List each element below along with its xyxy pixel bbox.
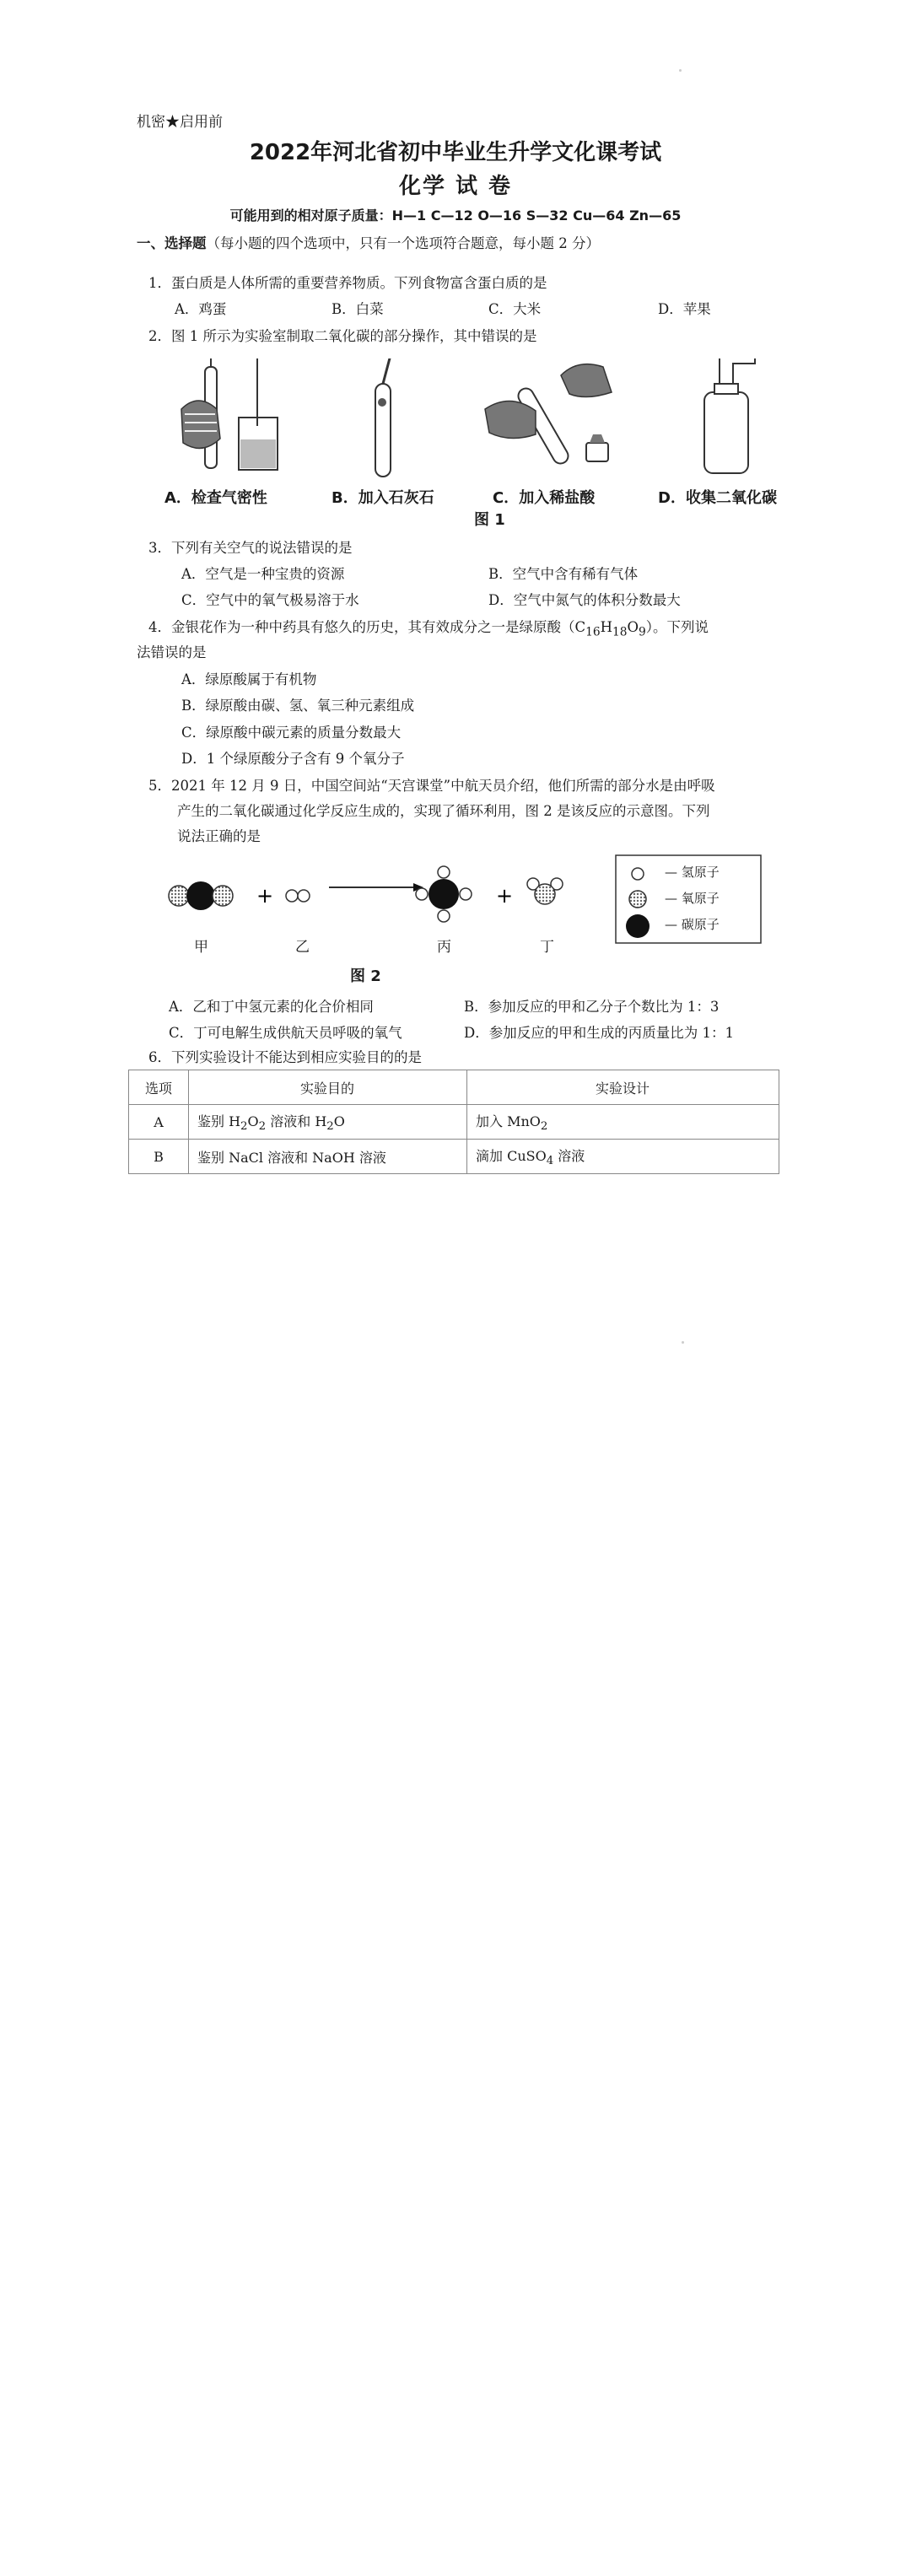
table-header-row bbox=[129, 1070, 779, 1105]
q5-option-b: B．参加反应的甲和乙分子个数比为 1：3 bbox=[464, 999, 720, 1015]
q1-option-b: B．白菜 bbox=[332, 301, 384, 317]
q4-sub-o: 9 bbox=[639, 625, 646, 639]
q3-option-b: B．空气中含有稀有气体 bbox=[488, 566, 639, 582]
q4-option-d: D．1 个绿原酸分子含有 9 个氧分子 bbox=[181, 751, 405, 767]
q4-h: H bbox=[600, 619, 613, 635]
q2-label-c: C．加入稀盐酸 bbox=[493, 489, 596, 507]
figure-2-caption: 图 2 bbox=[350, 967, 381, 985]
q2-stem: 2．图 1 所示为实验室制取二氧化碳的部分操作，其中错误的是 bbox=[148, 328, 537, 344]
header-goal: 实验目的 bbox=[189, 1070, 467, 1105]
exam-title: 2022年河北省初中毕业生升学文化课考试 bbox=[249, 140, 662, 165]
row-b-goal: 鉴别 NaCl 溶液和 NaOH 溶液 bbox=[189, 1140, 467, 1174]
q2-label-b: B．加入石灰石 bbox=[332, 489, 434, 507]
q4-option-b: B．绿原酸由碳、氢、氧三种元素组成 bbox=[181, 698, 415, 714]
carbon-atom-icon bbox=[626, 914, 650, 938]
row-a-goal-part: O bbox=[247, 1113, 259, 1129]
molecule-bing-ch4 bbox=[416, 866, 472, 922]
row-b-design-text: 滴加 CuSO bbox=[476, 1147, 547, 1164]
section-heading bbox=[137, 232, 600, 252]
q3-option-d: D．空气中氮气的体积分数最大 bbox=[488, 592, 681, 608]
row-a-sub: 2 bbox=[240, 1120, 248, 1134]
q2-label-a: A．检查气密性 bbox=[164, 489, 267, 507]
q3-option-c: C．空气中的氧气极易溶于水 bbox=[181, 592, 359, 608]
row-a-design-sub: 2 bbox=[540, 1120, 548, 1134]
q2-label-d: D．收集二氧化碳 bbox=[658, 489, 777, 507]
figure-1-caption: 图 1 bbox=[474, 511, 505, 529]
header-design: 实验设计 bbox=[467, 1070, 779, 1105]
airtightness-check-illustration bbox=[181, 358, 278, 470]
q5-stem-1: 5．2021 年 12 月 9 日，中国空间站“天宫课堂”中航天员介绍，他们所需的部分水是由呼吸 bbox=[148, 778, 715, 794]
q4-stem-2: 法错误的是 bbox=[137, 644, 207, 660]
q5-option-c: C．丁可电解生成供航天员呼吸的氧气 bbox=[169, 1025, 402, 1041]
q1-option-a: A．鸡蛋 bbox=[175, 301, 227, 317]
row-a-sub: 2 bbox=[258, 1120, 267, 1134]
q5-option-a: A．乙和丁中氢元素的化合价相同 bbox=[169, 999, 374, 1015]
molecule-jia-co2 bbox=[169, 881, 233, 910]
add-limestone-illustration bbox=[375, 358, 391, 477]
row-b-design-text-2: 溶液 bbox=[553, 1147, 585, 1164]
hydrogen-atom-icon bbox=[632, 868, 644, 880]
q3-stem: 3．下列有关空气的说法错误的是 bbox=[148, 540, 353, 556]
row-a-design bbox=[467, 1105, 779, 1140]
q1-option-c: C．大米 bbox=[488, 301, 542, 317]
collect-co2-illustration bbox=[704, 358, 755, 473]
row-a-option: A bbox=[129, 1105, 189, 1140]
q4-o: O bbox=[627, 619, 639, 635]
q4-stem-post: ）。下列说 bbox=[645, 619, 709, 635]
q6-table bbox=[128, 1070, 779, 1174]
q4-stem bbox=[148, 616, 709, 639]
q1-stem: 1．蛋白质是人体所需的重要营养物质。下列食物富含蛋白质的是 bbox=[148, 275, 547, 291]
section-note: （每小题的四个选项中，只有一个选项符合题意，每小题 2 分） bbox=[206, 235, 600, 251]
exam-subtitle: 化学 试 卷 bbox=[398, 174, 513, 199]
table-row bbox=[129, 1105, 779, 1140]
row-b-option: B bbox=[129, 1140, 189, 1174]
add-dilute-acid-illustration bbox=[485, 364, 612, 466]
row-b-design-sub: 4 bbox=[546, 1155, 554, 1168]
plus-sign-1: + bbox=[256, 884, 274, 908]
q6-stem: 6．下列实验设计不能达到相应实验目的的是 bbox=[148, 1049, 422, 1065]
row-a-goal-part: 溶液和 H bbox=[266, 1113, 327, 1129]
molecule-ding-h2o bbox=[527, 878, 563, 904]
reaction-arrow bbox=[329, 883, 423, 892]
scan-speck bbox=[682, 1341, 684, 1344]
molecule-yi-h2 bbox=[286, 890, 310, 902]
legend-oxygen: — 氧原子 bbox=[665, 891, 720, 906]
row-a-design-text: 加入 MnO bbox=[476, 1113, 541, 1129]
name-ding: 丁 bbox=[540, 939, 554, 956]
table-row bbox=[129, 1140, 779, 1174]
name-jia: 甲 bbox=[194, 939, 208, 956]
q4-sub-h: 18 bbox=[612, 625, 628, 639]
figure-1-illustrations bbox=[164, 358, 806, 485]
oxygen-atom-icon bbox=[629, 891, 646, 908]
q5-option-d: D．参加反应的甲和生成的丙质量比为 1：1 bbox=[464, 1025, 734, 1041]
scan-speck bbox=[679, 69, 682, 72]
q1-option-d: D．苹果 bbox=[658, 301, 711, 317]
q4-option-a: A．绿原酸属于有机物 bbox=[181, 671, 317, 687]
name-bing: 丙 bbox=[437, 939, 451, 956]
q4-stem-pre: 4．金银花作为一种中药具有悠久的历史，其有效成分之一是绿原酸（C bbox=[148, 619, 586, 635]
name-yi: 乙 bbox=[295, 939, 310, 956]
atomic-masses: 可能用到的相对原子质量：H—1 C—12 O—16 S—32 Cu—64 Zn—65 bbox=[229, 207, 682, 224]
legend-hydrogen: — 氢原子 bbox=[665, 865, 720, 880]
q5-stem-3: 说法正确的是 bbox=[177, 828, 261, 844]
row-a-sub: 2 bbox=[326, 1120, 334, 1134]
q4-sub-c: 16 bbox=[585, 625, 601, 639]
row-b-design bbox=[467, 1140, 779, 1174]
q3-option-a: A．空气是一种宝贵的资源 bbox=[181, 566, 345, 582]
header-option: 选项 bbox=[129, 1070, 189, 1105]
confidential-label: 机密★启用前 bbox=[137, 114, 223, 131]
plus-sign-2: + bbox=[496, 884, 514, 908]
q4-option-c: C．绿原酸中碳元素的质量分数最大 bbox=[181, 725, 402, 741]
row-a-goal-part: 鉴别 H bbox=[197, 1113, 241, 1129]
legend-carbon: — 碳原子 bbox=[665, 917, 720, 932]
section-title: 一、选择题 bbox=[137, 235, 207, 251]
row-a-goal-part: O bbox=[333, 1113, 345, 1129]
q5-stem-2: 产生的二氧化碳通过化学反应生成的，实现了循环利用，图 2 是该反应的示意图。下列 bbox=[177, 803, 710, 819]
row-a-goal bbox=[189, 1105, 467, 1140]
